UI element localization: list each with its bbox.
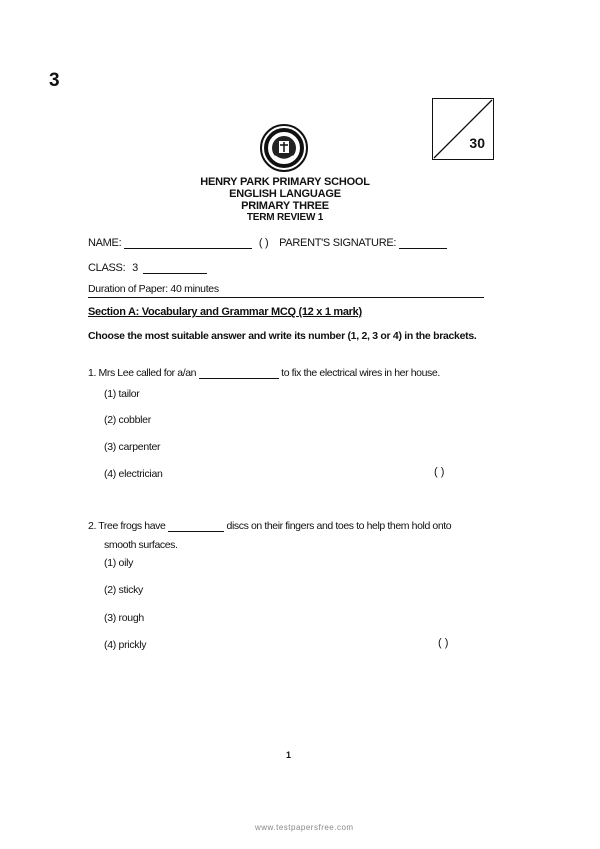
class-field[interactable] <box>143 273 207 274</box>
question-text-after: to fix the electrical wires in her house. <box>281 367 440 379</box>
question-2-answer-brackets[interactable]: ( ) <box>438 637 449 649</box>
parent-signature-field[interactable] <box>399 248 447 249</box>
question-1-answer-brackets[interactable]: ( ) <box>434 466 445 478</box>
question-text-before: Tree frogs have <box>98 520 166 532</box>
instructions: Choose the most suitable answer and write its number (1, 2, 3 or 4) in the brackets. <box>88 330 477 342</box>
page-number: 1 <box>286 750 292 760</box>
question-1-option-4: (4) electrician <box>104 468 163 480</box>
question-2-option-4: (4) prickly <box>104 639 147 651</box>
class-label: CLASS: <box>88 262 126 274</box>
question-1-option-3: (3) carpenter <box>104 441 161 453</box>
name-label: NAME: <box>88 237 122 249</box>
parent-signature-label: PARENT'S SIGNATURE: <box>279 237 397 249</box>
class-value: 3 <box>132 262 138 274</box>
question-2-stem-line2: smooth surfaces. <box>104 539 178 551</box>
question-1-option-1: (1) tailor <box>104 388 140 400</box>
class-row <box>88 262 207 274</box>
name-field[interactable] <box>124 248 252 249</box>
question-number: 2. <box>88 520 96 532</box>
level-title: PRIMARY THREE <box>241 200 329 212</box>
register-number-brackets[interactable]: ( ) <box>258 237 269 249</box>
subject-title: ENGLISH LANGUAGE <box>229 188 341 200</box>
question-number: 1. <box>88 367 96 379</box>
question-text-after: discs on their fingers and toes to help them hold onto <box>226 520 452 532</box>
name-row <box>88 237 447 249</box>
question-1-option-2: (2) cobbler <box>104 414 151 426</box>
score-total: 30 <box>469 135 485 151</box>
question-2-option-3: (3) rough <box>104 612 144 624</box>
question-2-option-1: (1) oily <box>104 557 134 569</box>
question-blank <box>199 378 279 379</box>
question-2-stem <box>88 520 451 532</box>
page-corner-number: 3 <box>49 70 60 91</box>
question-text-before: Mrs Lee called for a/an <box>98 367 197 379</box>
duration-text: Duration of Paper: 40 minutes <box>88 283 219 295</box>
footer-watermark: www.testpapersfree.com <box>255 823 354 832</box>
score-box <box>432 98 494 160</box>
exam-title: TERM REVIEW 1 <box>246 212 324 223</box>
question-blank <box>168 531 224 532</box>
question-1-stem <box>88 367 440 379</box>
question-2-option-2: (2) sticky <box>104 584 144 596</box>
section-title: Section A: Vocabulary and Grammar MCQ (12 x 1 mark) <box>88 306 362 318</box>
school-name: HENRY PARK PRIMARY SCHOOL <box>200 176 370 188</box>
divider-line <box>88 297 484 298</box>
school-crest-logo <box>259 123 309 178</box>
